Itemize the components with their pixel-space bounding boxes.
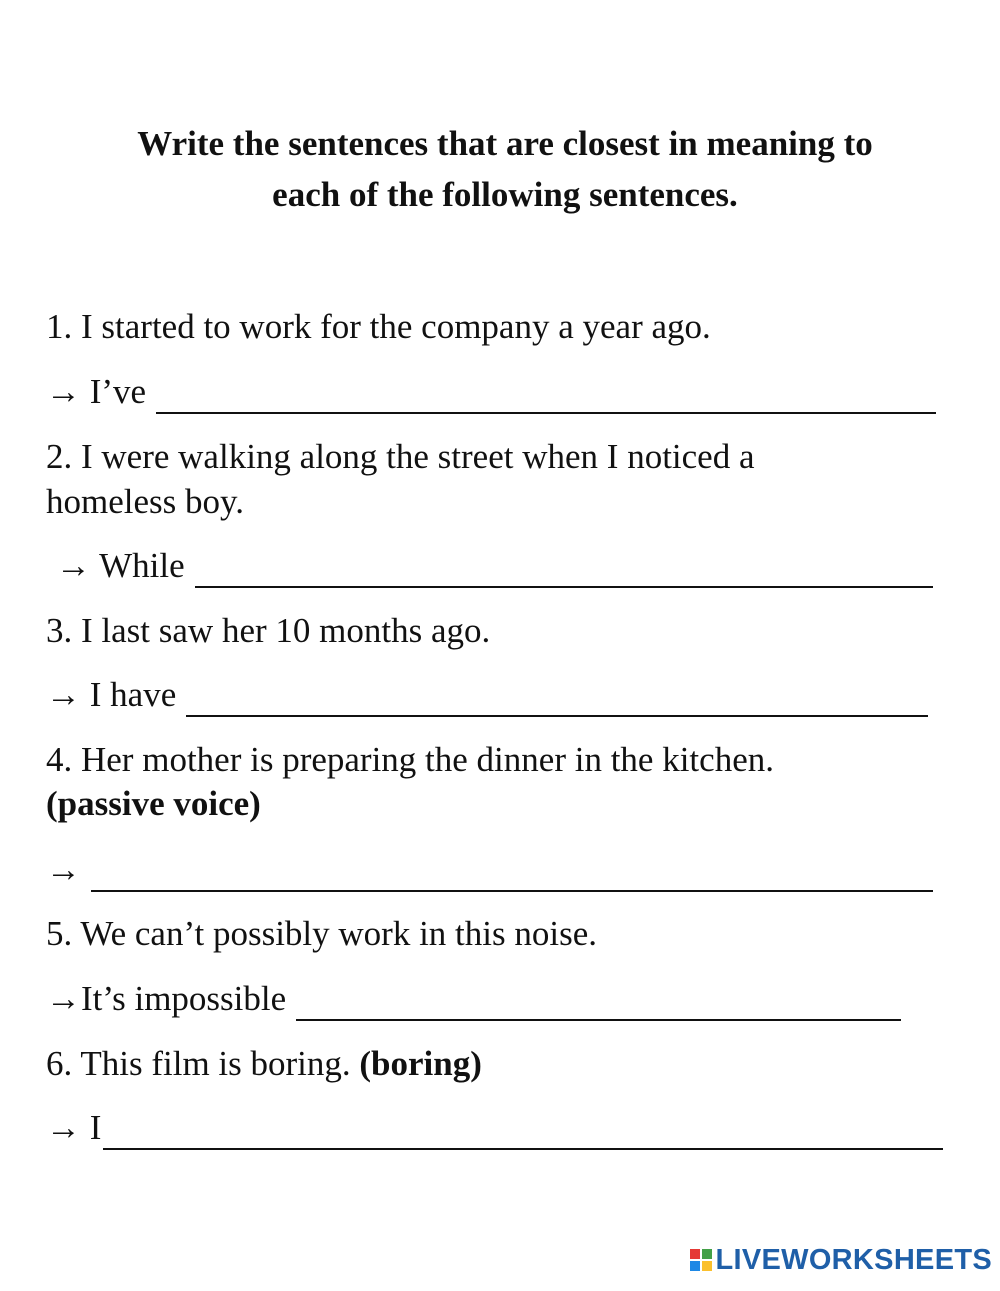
question-1-answer-prefix: → I’ve	[46, 372, 147, 411]
question-4-answer-row	[46, 848, 933, 892]
question-3-answer-blank[interactable]	[186, 679, 928, 717]
question-6-answer-row	[46, 1106, 943, 1150]
instruction-line-1: Write the sentences that are closest in meaning to	[137, 124, 873, 163]
question-1-answer-row	[46, 370, 936, 414]
question-1-prompt: 1. I started to work for the company a year ago.	[46, 307, 711, 346]
question-3-answer-prefix: → I have	[46, 675, 177, 714]
question-2-prompt-line-2: homeless boy.	[46, 482, 244, 521]
logo-squares-icon	[690, 1249, 712, 1271]
question-6-answer-prefix: → I	[46, 1108, 102, 1147]
instruction-heading	[40, 118, 970, 220]
question-6-prompt: 6. This film is boring.	[46, 1044, 351, 1083]
question-6-prompt-row	[46, 1042, 482, 1086]
logo-square-green	[702, 1249, 712, 1259]
question-5-answer-prefix: →It’s impossible	[46, 979, 287, 1018]
question-2-answer-blank[interactable]	[195, 550, 933, 588]
question-5-prompt: 5. We can’t possibly work in this noise.	[46, 914, 597, 953]
question-2-answer-row	[56, 544, 933, 588]
liveworksheets-logo	[690, 1243, 993, 1277]
question-4-note-text: (passive voice)	[46, 784, 261, 823]
logo-square-yellow	[702, 1261, 712, 1271]
question-2-prompt-line-1: 2. I were walking along the street when I noticed a	[46, 437, 755, 476]
question-6-note-text: (boring)	[359, 1044, 482, 1083]
question-4-answer-prefix: →	[46, 850, 81, 889]
question-3-prompt: 3. I last saw her 10 months ago.	[46, 611, 491, 650]
question-6-answer-blank[interactable]	[103, 1112, 943, 1150]
question-5-answer-blank[interactable]	[296, 983, 901, 1021]
question-2-answer-prefix: → While	[56, 546, 185, 585]
question-4-prompt-line-1: 4. Her mother is preparing the dinner in the kitchen.	[46, 740, 774, 779]
question-4-prompt-note	[46, 782, 261, 826]
logo-text: LIVEWORKSHEETS	[715, 1243, 992, 1276]
logo-square-red	[690, 1249, 700, 1259]
question-3-answer-row	[46, 673, 928, 717]
question-5-answer-row	[46, 977, 901, 1021]
question-1-answer-blank[interactable]	[156, 376, 936, 414]
question-4-answer-blank[interactable]	[91, 854, 933, 892]
instruction-line-2: each of the following sentences.	[272, 175, 738, 214]
logo-square-blue	[690, 1261, 700, 1271]
